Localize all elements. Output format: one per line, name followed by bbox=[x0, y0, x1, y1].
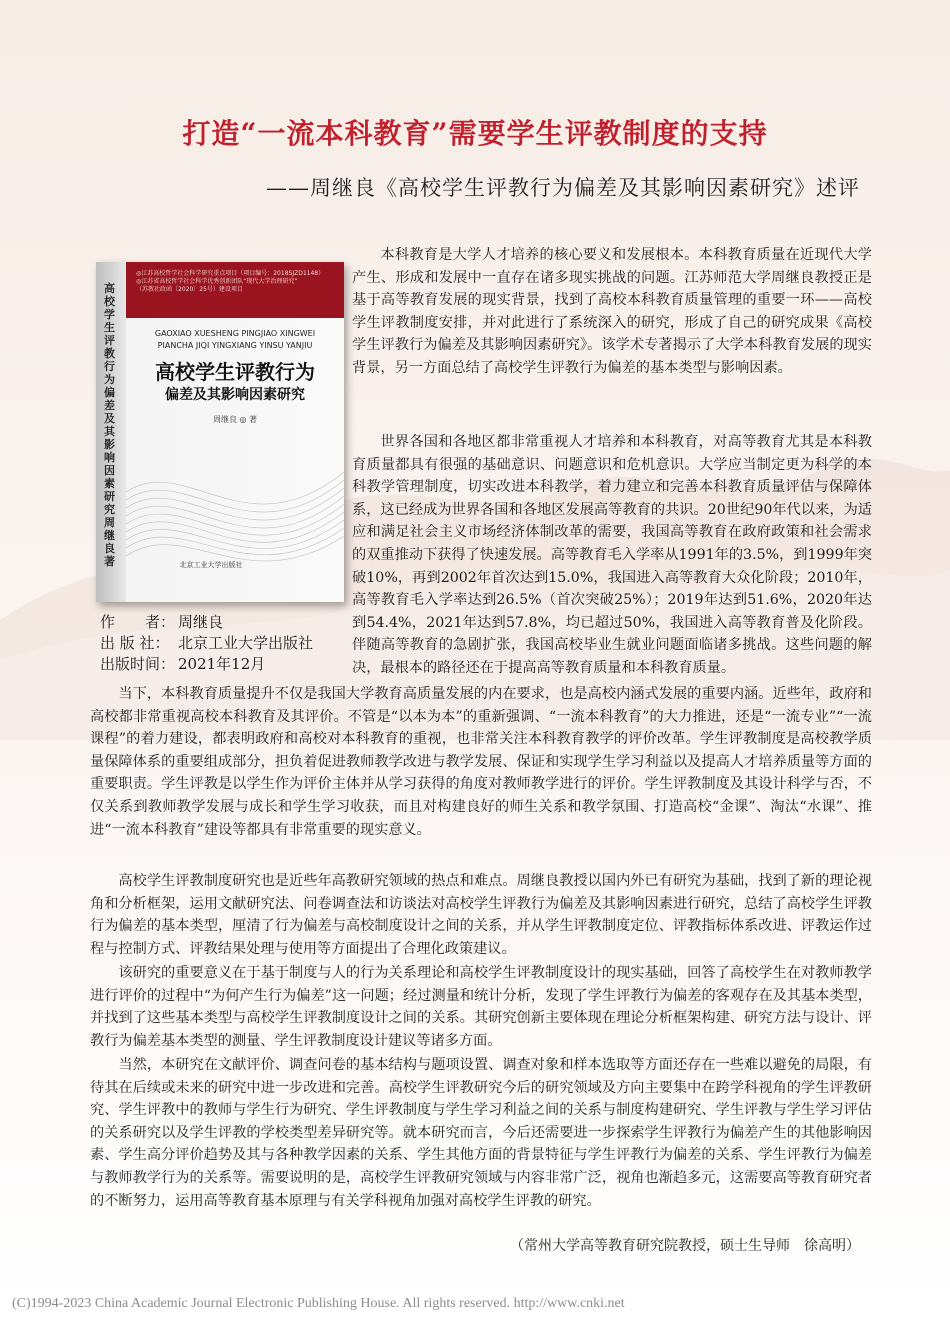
cover-pinyin-line: PIANCHA JIQI YINGXIANG YINSU YANJIU bbox=[157, 341, 313, 350]
cover-wave-graphic bbox=[126, 432, 344, 602]
cover-project-line: （苏教社政函〔2020〕25号）建设项目 bbox=[136, 286, 243, 293]
article-title: 打造“一流本科教育”需要学生评教制度的支持 bbox=[182, 117, 768, 150]
body-paragraph: 高校学生评教制度研究也是近些年高教研究领域的热点和难点。周继良教授以国内外已有研究为基础，找到了新的理论视角和分析框架，运用文献研究法、问卷调查法和访谈法对高校学生评教行为偏差及其影响因素进行研究，总结了高校学生评教行为偏差的基本类型，厘清了行为偏差与高校制度设计之间的关系，并从学生评教制度定位、评教指标体系改进、评教运作过程与控制方式、评教结果处理与使用等方面提出了合理化政策建议。 bbox=[90, 873, 872, 957]
meta-publisher-row bbox=[100, 633, 380, 654]
cover-publisher: 北京工业大学出版社 bbox=[179, 561, 243, 569]
meta-date-row bbox=[100, 654, 380, 675]
body-paragraph: 世界各国和各地区都非常重视人才培养和本科教育，对高等教育尤其是本科教育质量都具有很强的基础意识、问题意识和危机意识。大学应当制定更为科学的本科教学管理制度，切实改进本科教学，着力建立和完善本科教育质量评估与保障体系，这已经成为世界各国和各地区发展高等教育的共识。20世纪90年代以来，为适应和满足社会主义市场经济体制改革的需要，我国高等教育在政府政策和社会需求的双重推动下获得了快速发展。高等教育毛入学率从1991年的3.5%，到1999年突破10%，再到2002年首次达到15.0%，我国进入高等教育大众化阶段；2010年，高等教育毛入学率达到26.5%（首次突破25%）；2019年达到51.6%，2020年达到54.4%，2021年达到57.8%，均已超过50%，我国进入高等教育普及化阶段。伴随高等教育的急剧扩张，我国高校毕业生就业问题面临诸多挑战。这些问题的解决，最根本的路径还在于提高高等教育质量和本科教育质量。 bbox=[352, 434, 872, 676]
body-paragraph: 当然，本研究在文献评价、调查问卷的基本结构与题项设置、调查对象和样本选取等方面还存在一些难以避免的局限，有待其在后续或未来的研究中进一步改进和完善。高校学生评教研究今后的研究领域及方向主要集中在跨学科视角的学生评教研究、学生评教中的教师与学生行为研究、学生评教制度与学生学习利益之间的关系与制度构建研究、学生评教与学生学习评估的关系研究以及学生评教的学校类型差异研究等。就本研究而言，今后还需要进一步探索学生评教行为偏差产生的其他影响因素、学生高分评价趋势及其与各种教学因素的关系、学生其他方面的背景特征与学生评教行为偏差的关系、学生评教行为偏差与教师教学行为的关系等。需要说明的是，高校学生评教研究领域与内容非常广泛，视角也渐趋多元，这需要高等教育研究者的不断努力，运用高等教育基本原理与有关学科视角加强对高校学生评教的研究。 bbox=[90, 1057, 872, 1209]
body-paragraph: 当下，本科教育质量提升不仅是我国大学教育高质量发展的内在要求，也是高校内涵式发展的重要内涵。近些年，政府和高校都非常重视高校本科教育及其评价。不管是“以本为本”的重新强调、“一流本科教育”的大力推进，还是“一流专业”“一流课程”的着力建设，都表明政府和高校对本科教育的重视，也非常关注本科教育教学的评价改革。学生评教制度是高校教学质量保障体系的重要组成部分，担负着促进教师教学改进与教学发展、保证和实现学生学习利益以及提高人才培养质量等方面的重要职责。学生评教是以学生作为评价主体并从学习获得的角度对教师教学进行的评价。学生评教制度及其设计科学与否，不仅关系到教师教学发展与成长和学生学习收获，而且对构建良好的师生关系和教学氛围、打造高校“金课”、淘汰“水课”、推进“一流本科教育”建设等都具有非常重要的现实意义。 bbox=[90, 686, 872, 838]
author-byline: （常州大学高等教育研究院教授，硕士生导师 徐高明） bbox=[510, 1238, 860, 1254]
cover-pinyin-line: GAOXIAO XUESHENG PINGJIAO XINGWEI bbox=[154, 329, 316, 338]
cover-project-line: ◎江苏省高校哲学社会科学优秀创新团队“现代大学治理研究” bbox=[136, 278, 298, 285]
body-paragraph: 本科教育是大学人才培养的核心要义和发展根本。本科教育质量在近现代大学产生、形成和发展中一直存在诸多现实挑战的问题。江苏师范大学周继良教授正是基于高等教育发展的现实背景，找到了高校本科教育质量管理的重要一环——高校学生评教制度安排，并对此进行了系统深入的研究，形成了自己的研究成果《高校学生评教行为偏差及其影响因素研究》。该学术专著揭示了大学本科教育发展的现实背景，另一方面总结了高校学生评教行为偏差的基本类型与影响因素。 bbox=[352, 247, 872, 376]
book-cover bbox=[96, 262, 344, 602]
meta-date-value: 2021年12月 bbox=[178, 655, 266, 673]
meta-author-label: 作 者： bbox=[100, 613, 176, 631]
cover-author: 周继良 ◎ 著 bbox=[212, 415, 258, 424]
cover-title-line2: 偏差及其影响因素研究 bbox=[165, 387, 305, 403]
meta-publisher-value: 北京工业大学出版社 bbox=[178, 634, 314, 652]
cover-title-line1: 高校学生评教行为 bbox=[155, 360, 315, 384]
article-subtitle: ——周继良《高校学生评教行为偏差及其影响因素研究》述评 bbox=[266, 176, 860, 200]
meta-author-value: 周继良 bbox=[178, 613, 224, 631]
book-meta bbox=[100, 612, 380, 675]
cover-pinyin bbox=[126, 328, 344, 352]
cover-project-line: ◎江苏高校哲学社会科学研究重点项目（项目编号：2018SJZD1148） bbox=[136, 270, 325, 277]
cover-spine-text: 高校学生评教行为偏差及其影响因素研究 周继良 著 bbox=[104, 282, 115, 568]
cover-spine bbox=[96, 262, 126, 602]
body-paragraph: 该研究的重要意义在于基于制度与人的行为关系理论和高校学生评教制度设计的现实基础，回答了高校学生在对教师教学进行评价的过程中“为何产生行为偏差”这一问题；经过测量和统计分析，发现了学生评教行为偏差的客观存在及其基本类型，并找到了这些基本类型与高校学生评教制度设计之间的关系。其研究创新主要体现在理论分析框架构建、研究方法与设计、评教行为偏差基本类型的测量、学生评教制度设计建议等诸多方面。 bbox=[90, 965, 872, 1049]
meta-publisher-label: 出 版 社： bbox=[100, 634, 170, 652]
cover-project-info bbox=[136, 270, 336, 294]
meta-date-label: 出版时间： bbox=[100, 655, 176, 673]
meta-author-row bbox=[100, 612, 380, 633]
copyright-footer: (C)1994-2023 China Academic Journal Electronic Publishing House. All rights reserved. http://www.cnki.net bbox=[12, 1296, 625, 1311]
